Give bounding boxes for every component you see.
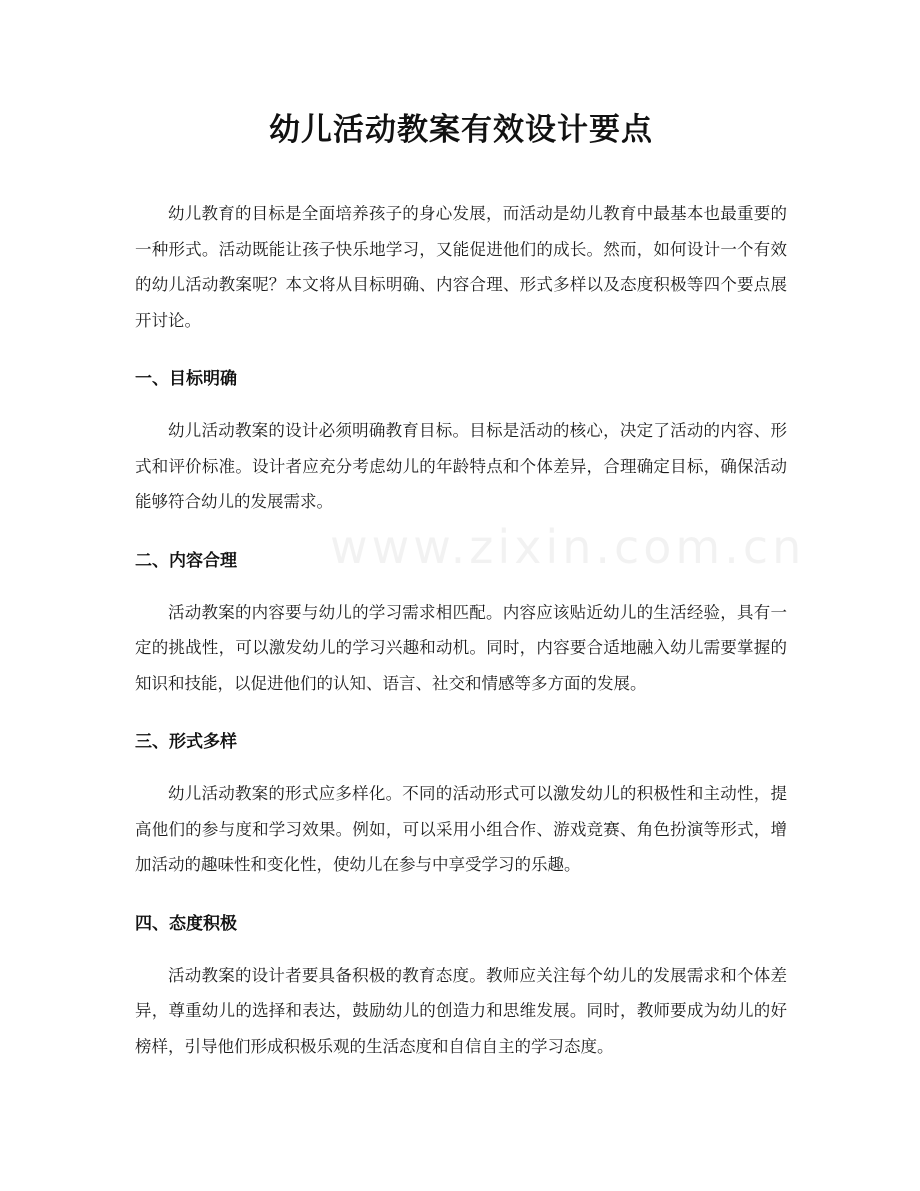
document-content: [135, 108, 787, 1064]
section-heading-forms: 三、形式多样: [135, 732, 237, 752]
section-heading-attitude: 四、态度积极: [135, 913, 237, 934]
document-title: 幼儿活动教案有效设计要点: [269, 112, 653, 148]
section-body-forms: 幼儿活动教案的形式应多样化。不同的活动形式可以激发幼儿的积极性和主动性，提高他们的参与度和学习效果。例如，可以采用小组合作、游戏竞赛、角色扮演等形式，增加活动的趣味性和变化性，使幼儿在参与中享受学习的乐趣。: [135, 784, 787, 874]
intro-paragraph: 幼儿教育的目标是全面培养孩子的身心发展，而活动是幼儿教育中最基本也最重要的一种形式。活动既能让孩子快乐地学习，又能促进他们的成长。然而，如何设计一个有效的幼儿活动教案呢？本文将从目标明确、内容合理、形式多样以及态度积极等四个要点展开讨论。: [135, 204, 787, 330]
section-body-goals: 幼儿活动教案的设计必须明确教育目标。目标是活动的核心，决定了活动的内容、形式和评价标准。设计者应充分考虑幼儿的年龄特点和个体差异，合理确定目标，确保活动能够符合幼儿的发展需求。: [135, 421, 787, 511]
watermark: www.zixin.com.cn: [330, 520, 806, 574]
section-body-content: 活动教案的内容要与幼儿的学习需求相匹配。内容应该贴近幼儿的生活经验，具有一定的挑战性，可以激发幼儿的学习兴趣和动机。同时，内容要合适地融入幼儿需要掌握的知识和技能，以促进他们的认知、语言、社交和情感等多方面的发展。: [135, 602, 787, 693]
section-heading-goals: 一、目标明确: [135, 369, 237, 389]
section-body-attitude: 活动教案的设计者要具备积极的教育态度。教师应关注每个幼儿的发展需求和个体差异，尊重幼儿的选择和表达，鼓励幼儿的创造力和思维发展。同时，教师要成为幼儿的好榜样，引导他们形成积极乐观的生活态度和自信自主的学习态度。: [135, 965, 787, 1056]
section-heading-content: 二、内容合理: [135, 550, 237, 571]
